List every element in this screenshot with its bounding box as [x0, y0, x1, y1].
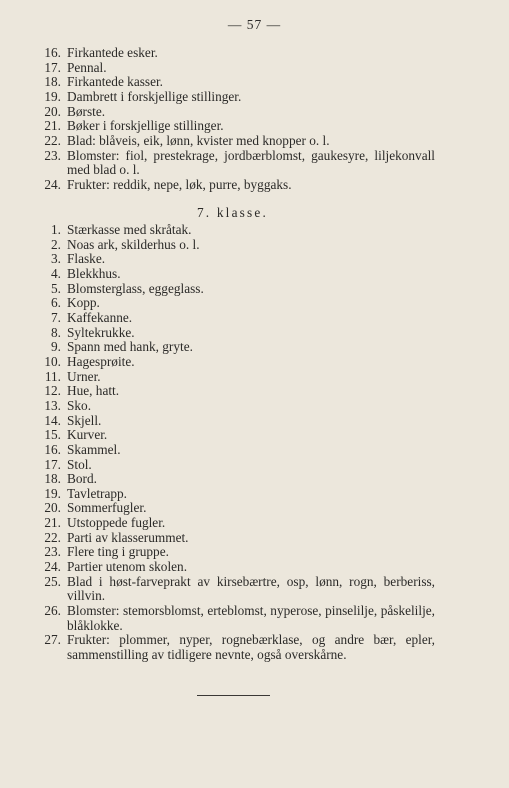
- item-text: Stol.: [67, 456, 92, 472]
- item-text: Bøker i forskjellige stillinger.: [67, 118, 224, 134]
- list-item: [0, 119, 509, 134]
- item-text: Frukter: reddik, nepe, løk, purre, byggaks.: [67, 176, 292, 192]
- item-number: 25.: [44, 573, 61, 589]
- item-number: 10.: [44, 353, 61, 369]
- list-item: [0, 428, 509, 443]
- list-item: [0, 575, 509, 604]
- item-text: Spann med hank, gryte.: [67, 339, 193, 355]
- item-text: Skammel.: [67, 441, 121, 457]
- list-item: [0, 501, 509, 516]
- list-item: [0, 516, 509, 531]
- item-text: Flere ting i gruppe.: [67, 544, 169, 560]
- item-number: 16.: [44, 441, 61, 457]
- item-number: 17.: [44, 59, 61, 75]
- list-item: [0, 487, 509, 502]
- item-number: 22.: [44, 529, 61, 545]
- list-item: [0, 531, 509, 546]
- list-item: [0, 90, 509, 105]
- item-text: Firkantede kasser.: [67, 74, 164, 90]
- item-number: 24.: [44, 559, 61, 575]
- list-item: [0, 355, 509, 370]
- item-text: Parti av klasserummet.: [67, 529, 189, 545]
- item-number: 9.: [51, 339, 61, 355]
- item-text: Syltekrukke.: [67, 324, 135, 340]
- item-text: Firkantede esker.: [67, 45, 158, 60]
- item-number: 12.: [44, 383, 61, 399]
- item-number: 14.: [44, 412, 61, 428]
- item-text: Noas ark, skilderhus o. l.: [67, 236, 200, 252]
- list-item: [0, 311, 509, 326]
- item-number: 19.: [44, 485, 61, 501]
- item-number: 18.: [44, 74, 61, 90]
- list-item: [0, 105, 509, 120]
- item-number: 13.: [44, 397, 61, 413]
- item-number: 16.: [44, 45, 61, 60]
- item-number: 18.: [44, 471, 61, 487]
- item-number: 20.: [44, 500, 61, 516]
- section-heading: 7. klasse.: [196, 205, 269, 220]
- list-item: [0, 458, 509, 473]
- item-number: 8.: [51, 324, 61, 340]
- list-item: [0, 61, 509, 76]
- item-text: Blad i høst-farveprakt av kirsebærtre, osp, lønn, rogn, berberiss, villvin.: [67, 573, 435, 604]
- item-text: Kopp.: [67, 295, 100, 311]
- item-text: Dambrett i forskjellige stillinger.: [67, 88, 242, 104]
- list-item: [0, 223, 509, 238]
- item-text: Partier utenom skolen.: [67, 559, 188, 575]
- item-text: Sko.: [67, 397, 92, 413]
- list-item: [0, 178, 509, 193]
- list-item: [0, 282, 509, 297]
- item-number: 2.: [51, 236, 61, 252]
- item-number: 23.: [44, 544, 61, 560]
- list-item: [0, 134, 509, 149]
- list-item: [0, 472, 509, 487]
- item-number: 27.: [44, 632, 61, 648]
- list-item: [0, 238, 509, 253]
- list-item: [0, 443, 509, 458]
- item-number: 20.: [44, 103, 61, 119]
- list-item: [0, 75, 509, 90]
- list-item: [0, 545, 509, 560]
- item-number: 7.: [51, 309, 61, 325]
- item-text: Tavletrapp.: [67, 485, 127, 501]
- item-text: Kaffekanne.: [67, 309, 133, 325]
- item-number: 19.: [44, 88, 61, 104]
- list-item: [0, 296, 509, 311]
- item-list-previous-class: [0, 46, 509, 193]
- item-text: Urner.: [67, 368, 101, 384]
- item-text: Blomster: fiol, prestekrage, jordbærblomst, gaukesyre, liljekonvall med blad o. l.: [67, 147, 435, 178]
- page-number: — 57 —: [227, 17, 282, 32]
- item-number: 1.: [51, 222, 61, 237]
- list-item: [0, 340, 509, 355]
- item-text: Hue, hatt.: [67, 383, 120, 399]
- item-text: Børste.: [67, 103, 106, 119]
- item-number: 5.: [51, 280, 61, 296]
- item-number: 26.: [44, 603, 61, 619]
- item-text: Hagesprøite.: [67, 353, 135, 369]
- item-number: 23.: [44, 147, 61, 163]
- item-text: Skjell.: [67, 412, 102, 428]
- item-number: 24.: [44, 176, 61, 192]
- item-text: Blomster: stemorsblomst, erteblomst, nyperose, pinselilje, påskelilje, blåklokke.: [67, 603, 435, 633]
- item-text: Kurver.: [67, 427, 108, 443]
- item-text: Blad: blåveis, eik, lønn, kvister med knopper o. l.: [67, 132, 330, 148]
- item-text: Pennal.: [67, 59, 107, 75]
- list-item: [0, 267, 509, 282]
- item-number: 17.: [44, 456, 61, 472]
- item-text: Sommerfugler.: [67, 500, 147, 516]
- list-item: [0, 149, 509, 178]
- list-item: [0, 399, 509, 414]
- item-text: Stærkasse med skråtak.: [67, 222, 192, 237]
- list-item: [0, 370, 509, 385]
- item-number: 22.: [44, 132, 61, 148]
- item-number: 6.: [51, 295, 61, 311]
- item-number: 11.: [44, 368, 61, 384]
- item-number: 15.: [44, 427, 61, 443]
- item-number: 3.: [51, 251, 61, 267]
- list-item: [0, 326, 509, 341]
- item-text: Blekkhus.: [67, 265, 121, 281]
- list-item: [0, 384, 509, 399]
- item-text: Flaske.: [67, 251, 106, 267]
- item-list-class-7: [0, 223, 509, 663]
- item-text: Utstoppede fugler.: [67, 515, 166, 531]
- item-text: Bord.: [67, 471, 97, 487]
- item-text: Frukter: plommer, nyper, rognebærklase, og andre bær, epler, sammenstilling av tidligere nevnte, også overskårne.: [67, 632, 435, 663]
- item-text: Blomsterglass, eggeglass.: [67, 280, 204, 296]
- list-item: [0, 414, 509, 429]
- list-item: [0, 560, 509, 575]
- end-rule: [197, 695, 270, 696]
- list-item: [0, 252, 509, 267]
- item-number: 21.: [44, 515, 61, 531]
- list-item: [0, 46, 509, 61]
- list-item: [0, 633, 509, 662]
- item-number: 21.: [44, 118, 61, 134]
- item-number: 4.: [51, 265, 61, 281]
- list-item: [0, 604, 509, 633]
